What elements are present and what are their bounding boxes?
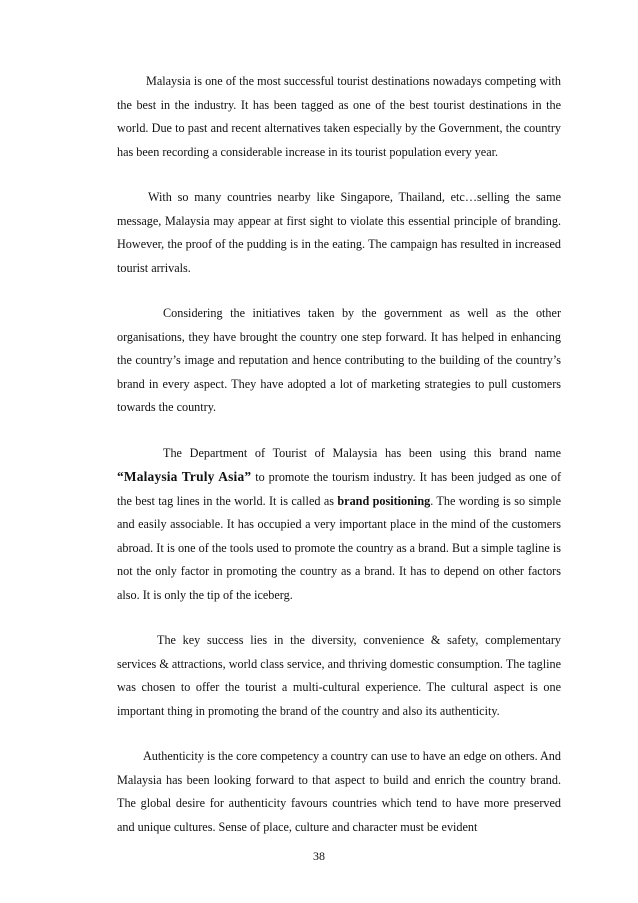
tagline-intro-text: The Department of Tourist of Malaysia has been using this brand name (163, 445, 561, 460)
paragraph-key-success: The key success lies in the diversity, convenience & safety, complementary services & attractions, world class service, and thriving domestic consumption. The tagline was chosen to offer the tourist a multi-cultural experience. The cultural aspect is one important thing in promoting the brand of the country and also its authenticity. (117, 633, 561, 718)
paragraph-authenticity: Authenticity is the core competency a country can use to have an edge on others. And Malaysia has been looking forward to that aspect to build and enrich the country brand. The global desire for authenticity favours countries which tend to have more preserved and unique cultures. Sense of place, culture and character must be evident (117, 749, 561, 834)
page-body (117, 70, 561, 839)
paragraph-brand-tagline (117, 442, 561, 608)
brand-positioning-text: brand positioning (337, 493, 431, 508)
paragraph-branding-principle: With so many countries nearby like Singapore, Thailand, etc…selling the same message, Malaysia may appear at first sight to violate this essential principle of branding. However, the proof of the pudding is in the eating. The campaign has resulted in increased tourist arrivals. (117, 190, 561, 275)
page-number: 38 (313, 849, 325, 863)
tagline-end-text: . The wording is so simple and easily associable. It has occupied a very important place in the mind of the customers abroad. It is one of the tools used to promote the country as a brand. But a simple tagline is not the only factor in promoting the country as a brand. It has to depend on other factors also. It is only the tip of the iceberg. (117, 493, 562, 602)
brand-name-text: “Malaysia Truly Asia” (117, 469, 252, 484)
tagline-middle-text: to promote the tourism industry. It has been judged as one of the best tag lines in the world. It is called as (117, 470, 561, 508)
paragraph-tourist-destination: Malaysia is one of the most successful tourist destinations nowadays competing with the best in the industry. It has been tagged as one of the best tourist destinations in the world. Due to past and recent alternatives taken especially by the Government, the country has been recording a considerable increase in its tourist population every year. (117, 74, 561, 159)
paragraph-government-initiatives: Considering the initiatives taken by the government as well as the other organisations, they have brought the country one step forward. It has helped in enhancing the country’s image and reputation and hence contributing to the building of the country’s brand in every aspect. They have adopted a lot of marketing strategies to pull customers towards the country. (117, 306, 561, 414)
